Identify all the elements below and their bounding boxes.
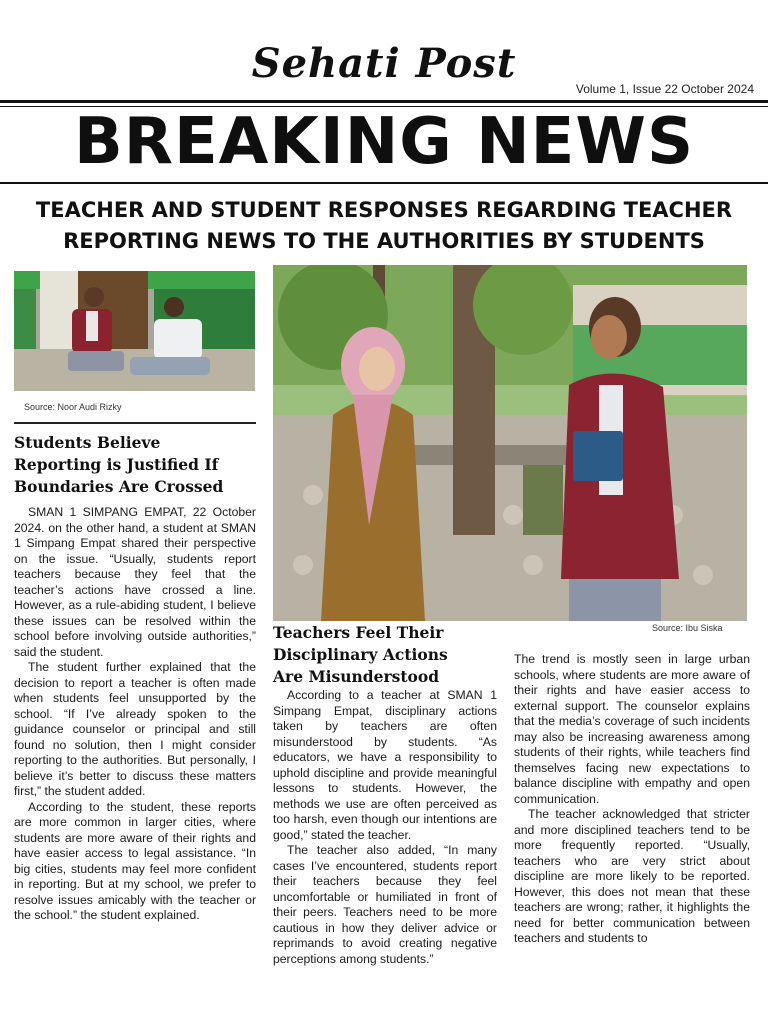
newspaper-masthead: Sehati Post bbox=[251, 40, 517, 87]
article-right-paragraph-2: The teacher acknowledged that stricter and more disciplined teachers tend to be more frequently reported. “Usually, teachers who are very strict about discipline are more likely to be reported. However, this does not mean that these teachers are wrong; rather, it highlights the need for better communication between teachers and students to bbox=[514, 807, 750, 945]
article-right-paragraph-1: The trend is mostly seen in large urban schools, where students are more aware of their rights and have easier access to external support. The counselor explains that the media’s coverage of such incidents may also be increasing awareness among students of their rights, while teachers find themselves facing new expectations to balance discipline with empathy and open communication. bbox=[514, 652, 750, 806]
photo-small-source: Source: Noor Audi Rizky bbox=[24, 402, 122, 412]
article-right-body bbox=[514, 652, 750, 993]
column-divider bbox=[14, 422, 256, 424]
article-mid-body bbox=[273, 688, 497, 990]
article-left-title: Students Believe Reporting is Justified If Boundaries Are Crossed bbox=[14, 433, 224, 496]
article-mid-title: Teachers Feel Their Disciplinary Actions Are Misunderstood bbox=[273, 623, 448, 686]
photo-interview-courtyard bbox=[273, 265, 747, 621]
photo-large-source: Source: Ibu Siska bbox=[652, 623, 723, 633]
article-mid-paragraph-1: According to a teacher at SMAN 1 Simpang Empat, disciplinary actions taken by teachers are often misunderstood by students. “As educators, we have a responsibility to uphold discipline and provide meaningful lessons to students. However, the methods we use are often perceived as too harsh, even though our intentions are good,” stated the teacher. bbox=[273, 688, 497, 842]
article-left-paragraph-2: The student further explained that the decision to report a teacher is often made when students feel unsupported by the school. “If I’ve already spoken to the guidance counselor or principal and still found no solution, then I might consider reporting to the authorities. But personally, I believe it’s better to discuss these matters first,” the student added. bbox=[14, 660, 256, 798]
photo-teacher-student-seated bbox=[14, 271, 255, 391]
article-mid-paragraph-2: The teacher also added, “In many cases I’ve encountered, students report their teachers because they feel uncomfortable or humiliated in front of their peers. Teachers need to be more cautious in how they deliver advice or reprimands to avoid creating negative perceptions among students.” bbox=[273, 843, 497, 966]
article-left-paragraph-3: According to the student, these reports are more common in larger cities, where students are more aware of their rights and have easier access to legal assistance. “In big cities, students may feel more confident in reporting. But at my school, we prefer to resolve issues amicably with the teacher or the school.” the student explained. bbox=[14, 799, 256, 922]
article-left-paragraph-1: SMAN 1 SIMPANG EMPAT, 22 October 2024. on the other hand, a student at SMAN 1 Simpang Empat shared their perspective on the issue. “Usually, students report teachers because they feel that the teacher’s actions have crossed a line. However, as a rule-abiding student, I believe these issues can be resolved within the school before involving outside authorities,” said the student. bbox=[14, 505, 256, 659]
article-left-body bbox=[14, 505, 256, 924]
issue-date: Volume 1, Issue 22 October 2024 bbox=[575, 82, 754, 96]
top-rule-thick bbox=[0, 100, 768, 103]
breaking-news-headline: BREAKING NEWS bbox=[73, 105, 695, 179]
headline-rule bbox=[0, 182, 768, 184]
article-subheadline: TEACHER AND STUDENT RESPONSES REGARDING TEACHER REPORTING NEWS TO THE AUTHORITIES BY STUDENTS bbox=[35, 198, 733, 253]
